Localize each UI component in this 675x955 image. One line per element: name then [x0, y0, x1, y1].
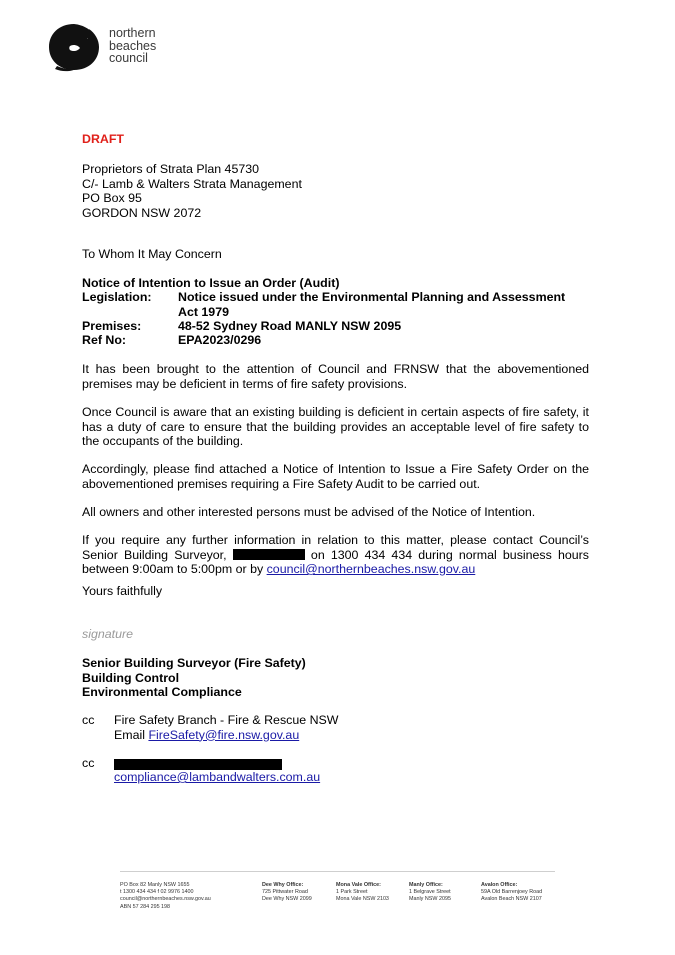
- footer-line: PO Box 82 Manly NSW 1655: [120, 882, 190, 888]
- legislation-value: [178, 290, 565, 319]
- office-title: Mona Vale Office:: [336, 882, 381, 888]
- notice-title: Notice of Intention to Issue an Order (Audit): [82, 276, 340, 290]
- office-line: Manly NSW 2095: [409, 896, 451, 903]
- premises-label: Premises:: [82, 319, 142, 333]
- salutation: To Whom It May Concern: [82, 247, 222, 261]
- office-line: 725 Pittwater Road: [262, 889, 308, 896]
- closing: Yours faithfully: [82, 584, 163, 598]
- footer-line: t 1300 434 434 f 02 9976 1400: [120, 889, 194, 896]
- fire-safety-email-link[interactable]: FireSafety@fire.nsw.gov.au: [148, 727, 300, 742]
- address-line: GORDON NSW 2072: [82, 205, 202, 220]
- redaction-bar: [114, 759, 282, 770]
- cc1-recipient: [114, 713, 338, 742]
- footer-line: ABN 57 284 295 198: [120, 903, 171, 910]
- signoff-line: Building Control: [82, 670, 180, 685]
- office-line: Avalon Beach NSW 2107: [481, 896, 542, 903]
- cc1-email-line: [114, 728, 338, 743]
- signoff-block: [82, 656, 306, 700]
- cc-label: cc: [82, 713, 95, 727]
- office-line: 1 Park Street: [336, 889, 368, 896]
- footer-office-manly: [409, 882, 451, 904]
- logo-text-line: northern: [109, 26, 156, 40]
- signoff-line: Environmental Compliance: [82, 685, 242, 700]
- address-line: C/- Lamb & Walters Strata Management: [82, 176, 302, 191]
- cc1-line: Fire Safety Branch - Fire & Rescue NSW: [114, 713, 339, 727]
- council-logo: [45, 20, 185, 74]
- paragraph-5-text-a: If you require any further information in relation to this matter, please contact Council’s Senior Building Surveyor,: [82, 533, 589, 562]
- legislation-value-line: Notice issued under the Environmental Planning and Assessment: [178, 290, 566, 304]
- office-line: Mona Vale NSW 2103: [336, 896, 389, 903]
- address-line: PO Box 95: [82, 191, 142, 206]
- office-line: Dee Why NSW 2099: [262, 896, 312, 903]
- premises-value: 48-52 Sydney Road MANLY NSW 2095: [178, 319, 402, 333]
- council-emblem-icon: [45, 20, 103, 74]
- office-title: Avalon Office:: [481, 882, 518, 888]
- footer-line: council@northernbeaches.nsw.gov.au: [120, 896, 211, 903]
- footer-divider: [120, 871, 555, 872]
- paragraph-2: Once Council is aware that an existing building is deficient in certain aspects of fire safety, it has a duty of care to ensure that the building provides an acceptable level of fire safety to the occupants of the building.: [82, 405, 589, 449]
- paragraph-5-text-b: on 1300 434 434 during normal business hours between 9:00am to 5:00pm or by: [82, 547, 589, 577]
- paragraph-1: It has been brought to the attention of Council and FRNSW that the abovementioned premises may be deficient in terms of fire safety provisions.: [82, 362, 589, 391]
- office-line: 1 Belgrave Street: [409, 889, 451, 896]
- paragraph-5: [82, 533, 589, 577]
- office-title: Manly Office:: [409, 882, 443, 888]
- logo-text-line: council: [109, 51, 148, 65]
- strata-email-link[interactable]: compliance@lambandwalters.com.au: [114, 770, 321, 784]
- logo-text-line: beaches: [109, 38, 157, 53]
- footer-office-mona-vale: [336, 882, 389, 904]
- office-title: Dee Why Office:: [262, 882, 304, 888]
- redaction-bar: [233, 549, 305, 560]
- recipient-address: [82, 162, 302, 220]
- ref-value: EPA2023/0296: [178, 333, 262, 347]
- office-line: 59A Old Barrenjoey Road: [481, 889, 543, 896]
- council-email-link[interactable]: council@northernbeaches.nsw.gov.au: [266, 562, 476, 577]
- legislation-label: Legislation:: [82, 290, 152, 304]
- draft-label: DRAFT: [82, 132, 124, 146]
- cc-label: cc: [82, 756, 95, 770]
- paragraph-4: All owners and other interested persons must be advised of the Notice of Intention.: [82, 505, 536, 519]
- address-line: Proprietors of Strata Plan 45730: [82, 162, 260, 176]
- footer-main-contact: [120, 882, 211, 911]
- footer-office-dee-why: [262, 882, 312, 904]
- paragraph-3: Accordingly, please find attached a Notice of Intention to Issue a Fire Safety Order on the abovementioned premises requiring a Fire Safety Audit to be carried out.: [82, 462, 589, 491]
- legislation-value-line: Act 1979: [178, 304, 229, 319]
- cc1-email-prefix: Email: [114, 727, 145, 742]
- ref-label: Ref No:: [82, 333, 127, 347]
- signoff-line: Senior Building Surveyor (Fire Safety): [82, 656, 306, 670]
- footer-office-avalon: [481, 882, 542, 904]
- signature-placeholder: signature: [82, 627, 133, 641]
